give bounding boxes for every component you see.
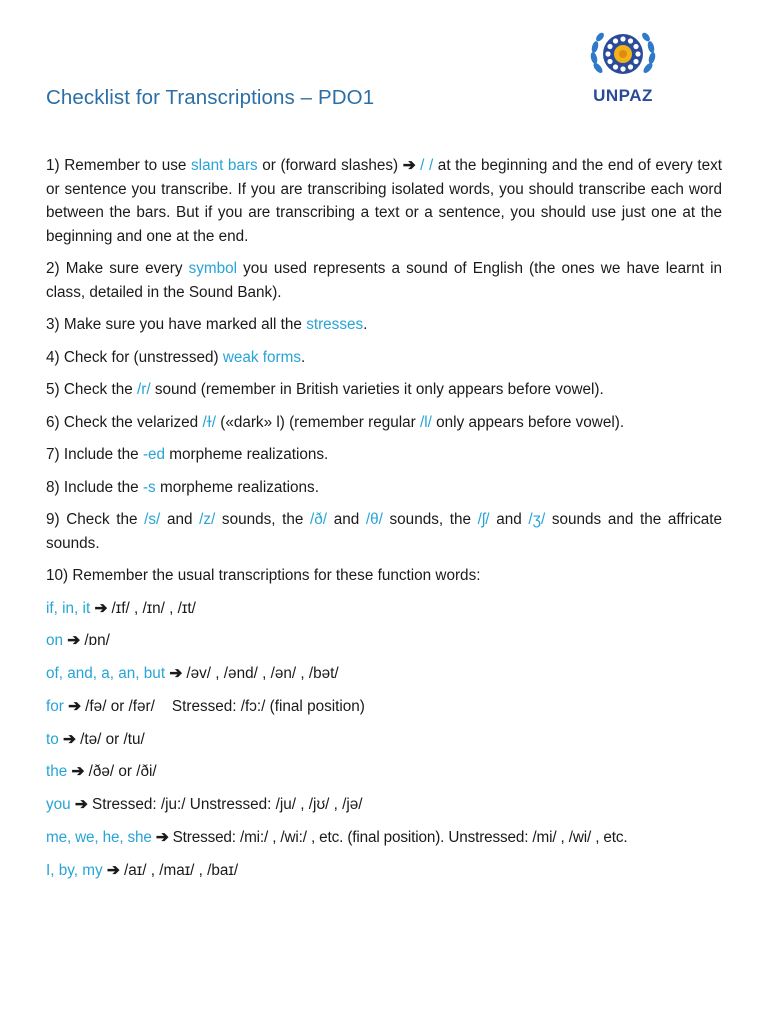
arrow-icon: ➔ <box>63 730 76 748</box>
arrow-icon: ➔ <box>169 665 183 683</box>
checklist-item-2 <box>46 257 722 304</box>
arrow-icon: ➔ <box>94 599 108 617</box>
function-word: to <box>46 730 59 748</box>
item-text: 1) Remember to use <box>46 157 192 174</box>
item-text: 6) Check the velarized <box>46 413 203 431</box>
function-word-row <box>46 793 722 817</box>
item-text: and <box>489 511 529 528</box>
highlight-term: /ɫ/ <box>202 413 216 431</box>
item-text: («dark» l) (remember regular <box>215 413 420 431</box>
item-text: 5) Check the <box>46 381 137 398</box>
page-title: Checklist for Transcriptions – PDO1 <box>46 86 375 109</box>
function-word-row <box>46 859 722 883</box>
arrow-icon: ➔ <box>106 861 120 879</box>
item-text: you used represents a sound of English (the ones we have learnt in class, detailed in the Sound Bank). <box>46 260 722 301</box>
item-text: . <box>301 348 306 366</box>
function-word-row <box>46 826 722 850</box>
arrow-icon: ➔ <box>402 157 416 174</box>
arrow-icon: ➔ <box>155 829 169 847</box>
function-word: me, we, he, she <box>46 829 152 847</box>
transcription: /ɪf/ , /ɪn/ , /ɪt/ <box>107 599 196 617</box>
highlight-term: weak forms <box>222 348 302 366</box>
function-word: you <box>46 796 71 814</box>
function-word: for <box>46 697 64 715</box>
highlight-term: stresses <box>306 316 364 333</box>
item-text: 10) Remember the usual transcriptions for these function words: <box>46 567 481 584</box>
item-text: or (forward slashes) <box>257 157 403 174</box>
item-text: and <box>160 511 200 528</box>
function-word-row <box>46 728 722 752</box>
item-text: 4) Check for (unstressed) <box>46 348 223 366</box>
transcription: /əv/ , /ənd/ , /ən/ , /bət/ <box>182 665 339 683</box>
item-text: at the beginning and the end of every text or sentence you transcribe. If you are transcribing isolated words, you should transcribe each word between the bars. But if you are transcribing a text or a sentence, you should use just one at the beginning and one at the end. <box>46 157 722 245</box>
highlight-term: symbol <box>188 260 238 277</box>
item-text: sound (remember in British varieties it only appears before vowel). <box>150 381 604 398</box>
function-word: of, and, a, an, but <box>46 665 166 683</box>
highlight-term: /ʃ/ <box>477 511 490 528</box>
checklist-item-9 <box>46 508 722 555</box>
item-text: 2) Make sure every <box>46 260 189 277</box>
transcription: Stressed: /mi:/ , /wi:/ , etc. (final position). Unstressed: /mi/ , /wi/ , etc. <box>168 829 628 847</box>
transcription: /aɪ/ , /maɪ/ , /baɪ/ <box>119 861 239 879</box>
transcription: /fə/ or /fər/ Stressed: /fɔ:/ (final position) <box>80 697 365 715</box>
checklist-item-10 <box>46 564 722 588</box>
highlight-term: /ʒ/ <box>528 511 546 528</box>
arrow-icon: ➔ <box>74 796 88 814</box>
highlight-term: /s/ <box>144 511 161 528</box>
arrow-icon: ➔ <box>71 763 85 781</box>
item-text: and <box>327 511 366 528</box>
item-text: morpheme realizations. <box>155 478 319 496</box>
function-word: the <box>46 763 68 781</box>
function-word: I, by, my <box>46 861 103 879</box>
highlight-term: /θ/ <box>365 511 383 528</box>
highlight-term: /z/ <box>199 511 216 528</box>
highlight-term: /l/ <box>420 413 432 431</box>
item-text: . <box>363 316 368 333</box>
transcription: /ɒn/ <box>80 632 110 650</box>
checklist-item-8 <box>46 476 722 500</box>
arrow-icon: ➔ <box>67 632 81 650</box>
function-word: if, in, it <box>46 599 91 617</box>
highlight-term: /ð/ <box>310 511 328 528</box>
item-text: sounds and the affricate sounds. <box>46 511 723 552</box>
function-word-row <box>46 760 722 784</box>
checklist-item-3 <box>46 313 722 337</box>
highlight-term: -ed <box>142 446 166 463</box>
checklist <box>46 154 722 892</box>
arrow-icon: ➔ <box>68 697 81 715</box>
item-text: 3) Make sure you have marked all the <box>46 316 307 333</box>
function-word-row <box>46 695 722 719</box>
item-text: 8) Include the <box>46 478 143 496</box>
highlight-term: slant bars <box>191 157 258 174</box>
logo-emblem-icon <box>584 24 662 86</box>
item-text: only appears before vowel). <box>431 413 625 431</box>
checklist-item-7 <box>46 443 722 467</box>
function-word: on <box>46 632 64 650</box>
function-word-row <box>46 597 722 621</box>
unpaz-logo <box>584 24 662 110</box>
highlight-term: -s <box>142 478 156 496</box>
transcription: /tə/ or /tu/ <box>75 730 145 748</box>
item-text: 9) Check the <box>46 511 145 528</box>
highlight-term: /r/ <box>136 381 151 398</box>
item-text: 7) Include the <box>46 446 143 463</box>
item-text: morpheme realizations. <box>165 446 329 463</box>
highlight-term: / / <box>420 157 434 174</box>
transcription: /ðə/ or /ði/ <box>84 763 157 781</box>
transcription: Stressed: /ju:/ Unstressed: /ju/ , /jʊ/ , /jə/ <box>87 796 363 814</box>
function-word-row <box>46 629 722 653</box>
checklist-item-4 <box>46 346 722 370</box>
checklist-item-1 <box>46 154 722 248</box>
checklist-item-6 <box>46 411 722 435</box>
item-text: sounds, the <box>215 511 311 528</box>
checklist-item-5 <box>46 378 722 402</box>
function-word-row <box>46 662 722 686</box>
item-text: sounds, the <box>382 511 478 528</box>
logo-text: UNPAZ <box>593 86 653 105</box>
